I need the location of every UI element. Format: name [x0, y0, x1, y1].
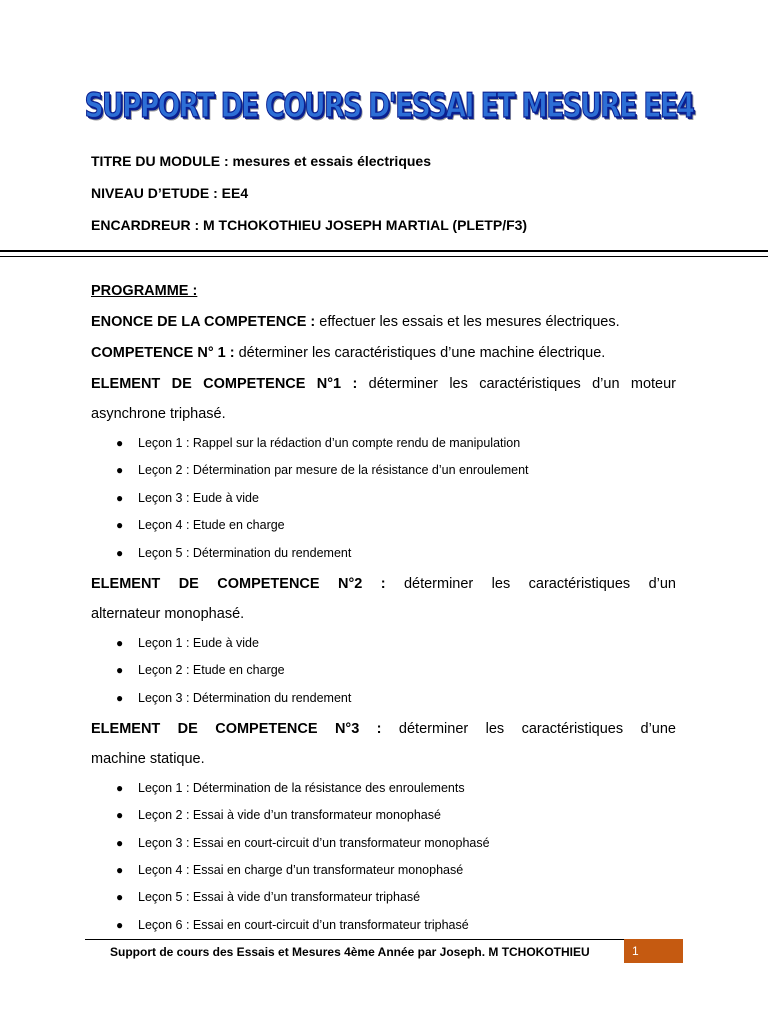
list-item: ● Leçon 4 : Etude en charge — [116, 518, 285, 532]
list-item: ● Leçon 2 : Etude en charge — [116, 663, 285, 677]
footer-divider — [85, 939, 683, 940]
list-item: ● Leçon 2 : Détermination par mesure de la résistance d’un enroulement — [116, 463, 529, 477]
bullet-icon: ● — [116, 436, 124, 450]
header-divider-thick — [0, 250, 768, 252]
element-competence-2-cont: alternateur monophasé. — [91, 606, 245, 622]
bullet-icon: ● — [116, 546, 124, 560]
list-item: ● Leçon 1 : Eude à vide — [116, 636, 259, 650]
list-item: ● Leçon 3 : Détermination du rendement — [116, 691, 352, 705]
module-title: TITRE DU MODULE : mesures et essais électriques — [91, 153, 431, 169]
bullet-icon: ● — [116, 781, 124, 795]
header-divider-thin — [0, 256, 768, 257]
element-competence-2: ELEMENT DE COMPETENCE N°2 : déterminer les caractéristiques d’un — [91, 576, 676, 592]
bullet-icon: ● — [116, 491, 124, 505]
list-item: ● Leçon 3 : Essai en court-circuit d’un transformateur monophasé — [116, 836, 490, 850]
element-competence-1-cont: asynchrone triphasé. — [91, 406, 226, 422]
bullet-icon: ● — [116, 663, 124, 677]
supervisor: ENCARDREUR : M TCHOKOTHIEU JOSEPH MARTIAL (PLETP/F3) — [91, 217, 528, 233]
element-competence-1: ELEMENT DE COMPETENCE N°1 : déterminer les caractéristiques d’un moteur — [91, 376, 676, 392]
programme-heading: PROGRAMME : — [91, 283, 198, 299]
bullet-icon: ● — [116, 863, 124, 877]
bullet-icon: ● — [116, 636, 124, 650]
bullet-icon: ● — [116, 918, 124, 932]
list-item: ● Leçon 1 : Détermination de la résistance des enroulements — [116, 781, 465, 795]
page-title: SUPPORT DE COURS D'ESSAI ET MESURE EE4 — [84, 86, 694, 126]
page-number-badge — [624, 939, 683, 963]
list-item: ● Leçon 4 : Essai en charge d’un transformateur monophasé — [116, 863, 464, 877]
bullet-icon: ● — [116, 518, 124, 532]
page-number: 1 — [632, 944, 639, 958]
bullet-icon: ● — [116, 808, 124, 822]
list-item: ● Leçon 5 : Essai à vide d’un transformateur triphasé — [116, 890, 421, 904]
bullet-icon: ● — [116, 890, 124, 904]
study-level: NIVEAU D’ETUDE : EE4 — [91, 185, 249, 201]
list-item: ● Leçon 5 : Détermination du rendement — [116, 546, 352, 560]
bullet-icon: ● — [116, 836, 124, 850]
list-item: ● Leçon 1 : Rappel sur la rédaction d’un compte rendu de manipulation — [116, 436, 521, 450]
footer-text: Support de cours des Essais et Mesures 4ème Année par Joseph. M TCHOKOTHIEU — [110, 945, 590, 959]
element-competence-3-cont: machine statique. — [91, 751, 205, 767]
bullet-icon: ● — [116, 691, 124, 705]
element-competence-3: ELEMENT DE COMPETENCE N°3 : déterminer les caractéristiques d’une — [91, 721, 676, 737]
list-item: ● Leçon 2 : Essai à vide d’un transformateur monophasé — [116, 808, 441, 822]
competence-1: COMPETENCE N° 1 : déterminer les caractéristiques d’une machine électrique. — [91, 345, 606, 361]
list-item: ● Leçon 3 : Eude à vide — [116, 491, 259, 505]
list-item: ● Leçon 6 : Essai en court-circuit d’un transformateur triphasé — [116, 918, 469, 932]
bullet-icon: ● — [116, 463, 124, 477]
competence-statement: ENONCE DE LA COMPETENCE : effectuer les essais et les mesures électriques. — [91, 314, 620, 330]
